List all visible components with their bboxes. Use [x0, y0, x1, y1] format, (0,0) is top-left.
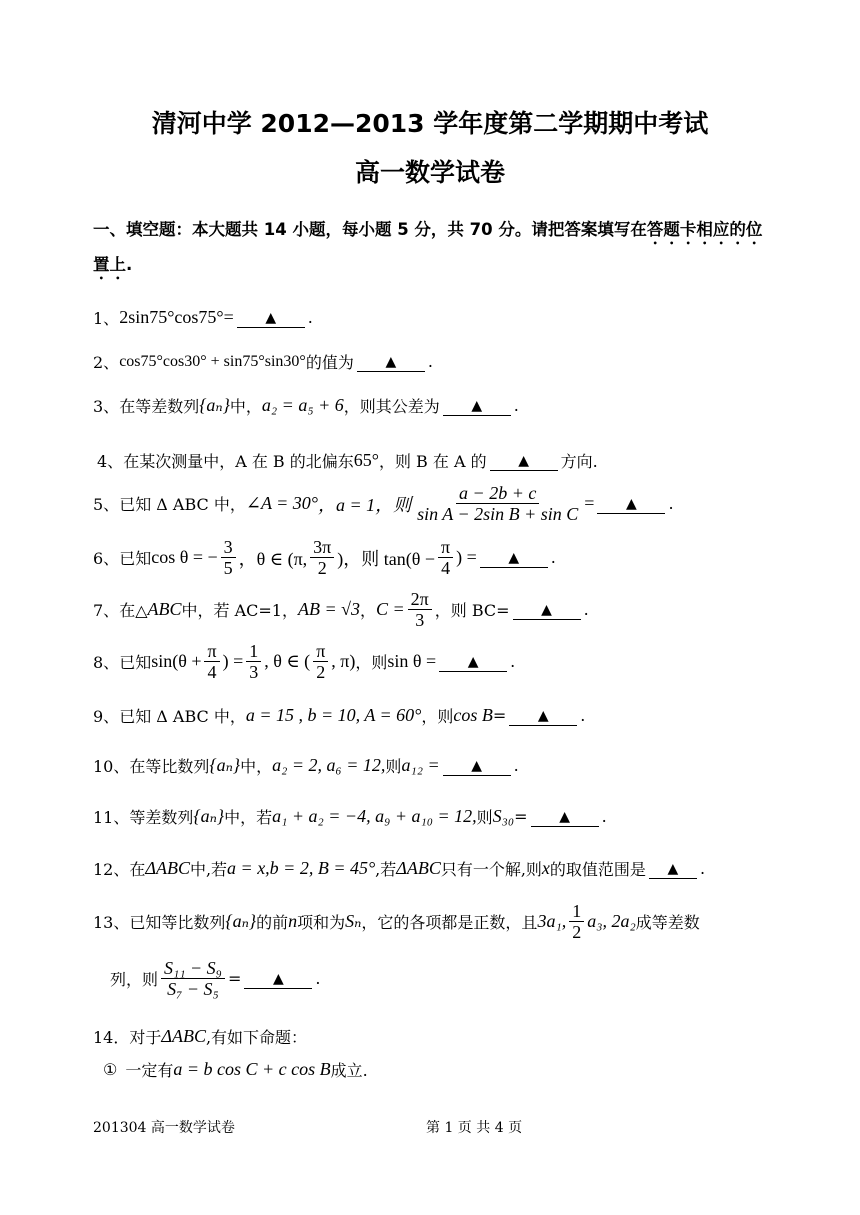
fraction-denominator: 3	[249, 662, 259, 682]
answer-mark: ▲	[518, 453, 530, 469]
question-9	[93, 704, 585, 727]
punctuation: .	[699, 859, 706, 878]
answer-blank	[244, 968, 312, 989]
fraction	[408, 589, 432, 630]
footer-left: 201304 高一数学试卷	[93, 1120, 235, 1136]
question-text: 在某次测量中，A 在 B 的北偏东	[123, 452, 354, 471]
answer-mark: ▲	[471, 758, 482, 774]
answer-mark: ▲	[667, 861, 679, 877]
question-text: ，则 B 在 A 的	[378, 452, 487, 471]
fraction-numerator: 3	[221, 537, 236, 558]
question-number: 2、	[93, 353, 120, 372]
answer-blank	[513, 599, 581, 620]
answer-blank	[649, 858, 697, 879]
math-expression: n	[288, 911, 298, 931]
question-text: 已知等比数列	[129, 913, 226, 932]
math-expression: sin(θ +	[151, 651, 202, 671]
fraction-numerator: 1	[569, 901, 584, 922]
fraction-numerator: π	[204, 641, 219, 662]
exam-subtitle: 高一数学试卷	[354, 158, 505, 187]
question-text: 只有一个解,则	[440, 860, 542, 879]
punctuation: .	[601, 807, 607, 826]
fraction	[313, 641, 328, 682]
fraction-denominator: 4	[207, 662, 217, 682]
question-14-item-1	[103, 1058, 368, 1081]
question-12	[93, 857, 705, 880]
punctuation: .	[550, 548, 556, 567]
question-text: ,若	[375, 860, 397, 879]
question-text: ,有如下命题：	[205, 1028, 308, 1047]
question-text: 已知 Δ ABC 中，	[119, 495, 246, 514]
answer-blank	[443, 755, 511, 776]
question-7	[93, 589, 589, 630]
math-expression: cos B	[453, 705, 493, 725]
fraction-denominator: 3	[415, 610, 425, 630]
question-number: 10、	[93, 757, 130, 776]
punctuation: .	[315, 969, 321, 988]
question-number: 12、	[93, 860, 130, 879]
sequence-expression: {aₙ}	[199, 395, 230, 415]
fraction-numerator: 1	[246, 641, 261, 662]
question-text: 的值为	[305, 353, 354, 372]
question-text: 列，则	[110, 970, 159, 989]
question-text: =	[227, 969, 242, 988]
question-text: 在△	[119, 601, 148, 620]
fraction-numerator: π	[438, 537, 453, 558]
question-5	[93, 483, 674, 524]
answer-blank	[439, 651, 507, 672]
question-10	[93, 754, 519, 777]
question-text: 在	[129, 860, 146, 879]
fraction-numerator: 2π	[408, 589, 432, 610]
punctuation: .	[307, 308, 313, 327]
fraction	[569, 901, 584, 942]
math-expression: )，则 tan(θ −	[337, 548, 436, 569]
question-number: 6、	[93, 549, 120, 568]
question-number: 8、	[93, 653, 120, 672]
question-number: 5、	[93, 495, 120, 514]
question-number: 7、	[93, 601, 120, 620]
fraction	[414, 483, 581, 524]
math-expression: Sₙ	[345, 911, 362, 931]
question-text: 对于	[129, 1028, 162, 1047]
question-text: 已知 Δ ABC 中，	[119, 707, 246, 726]
fraction-denominator: 2	[317, 558, 327, 578]
question-text: ，则其公差为	[343, 397, 440, 416]
question-number: 9、	[93, 707, 120, 726]
question-2	[93, 350, 433, 373]
punctuation: .	[510, 652, 516, 671]
answer-mark: ▲	[626, 496, 637, 512]
math-expression: ABC	[147, 599, 182, 619]
question-number: 11、	[93, 808, 130, 827]
question-text: 成等差数	[635, 913, 700, 932]
answer-mark: ▲	[541, 602, 552, 618]
question-number: 14．	[93, 1028, 130, 1047]
math-expression: 3a₁,	[537, 911, 567, 931]
math-expression: ) =	[222, 651, 244, 671]
math-expression: 2sin75°cos75°=	[119, 307, 234, 327]
question-text: 成立.	[330, 1061, 368, 1080]
fraction-denominator: 2	[316, 662, 326, 682]
sequence-expression: {aₙ}	[193, 806, 225, 826]
answer-mark: ▲	[471, 398, 483, 414]
question-text: 中,若	[189, 860, 228, 879]
exam-title: 清河中学 2012—2013 学年度第二学期期中考试	[151, 109, 709, 138]
fraction	[246, 641, 261, 682]
math-expression: ∠A = 30°	[245, 493, 318, 513]
math-expression: C =	[376, 599, 405, 619]
question-text: 一定有	[125, 1061, 174, 1080]
math-expression: S₃₀	[492, 806, 515, 826]
question-text: 中，	[229, 397, 262, 416]
fraction-numerator: π	[313, 641, 328, 662]
fraction-numerator: a − 2b + c	[456, 483, 539, 504]
math-expression: a₃, 2a₂	[587, 911, 636, 931]
answer-blank	[357, 351, 425, 372]
question-number: 4、	[97, 452, 124, 471]
sequence-expression: {aₙ}	[225, 911, 257, 931]
math-expression: 65°	[353, 450, 379, 470]
emphasized-text: 答题卡相应的位置上	[93, 220, 763, 274]
question-text: 中，若	[224, 808, 273, 827]
math-expression: ΔABC	[145, 858, 190, 878]
answer-blank	[480, 547, 548, 568]
section-text: 一、填空题：本大题共 14 小题，每小题 5 分，共 70 分。请把答案填写在	[93, 220, 647, 239]
footer-page-number: 第 1 页 共 4 页	[426, 1120, 523, 1136]
answer-mark: ▲	[272, 971, 284, 987]
answer-mark: ▲	[508, 550, 520, 566]
fraction	[204, 641, 219, 682]
question-13-continued	[110, 958, 320, 999]
answer-blank	[490, 450, 558, 471]
math-expression: ) =	[456, 547, 477, 567]
math-expression: ，a = 1，则	[317, 494, 412, 515]
math-expression: , θ ∈ (	[264, 651, 311, 671]
question-text: 方向.	[560, 452, 598, 471]
question-text: 在等比数列	[129, 757, 210, 776]
answer-blank	[509, 705, 577, 726]
answer-mark: ▲	[265, 310, 277, 326]
question-text: ，它的各项都是正数，且	[361, 913, 538, 932]
question-text: 在等差数列	[119, 397, 200, 416]
question-14	[93, 1025, 307, 1048]
fraction-numerator: 3π	[310, 537, 334, 558]
question-text: 中，若 AC=1，	[181, 601, 298, 620]
question-8	[93, 641, 515, 682]
question-text: 则	[476, 808, 493, 827]
math-expression: a₁₂ =	[401, 755, 440, 775]
question-number: 13、	[93, 913, 130, 932]
question-text: ，则	[355, 653, 388, 672]
question-text: 已知	[119, 653, 152, 672]
question-text: ，则 BC=	[434, 601, 510, 620]
fraction	[221, 537, 236, 578]
answer-mark: ▲	[385, 354, 397, 370]
fraction-numerator: S₁₁ − S₉	[161, 958, 225, 979]
question-text: ，	[360, 601, 377, 620]
question-1	[93, 306, 313, 329]
answer-mark: ▲	[467, 654, 479, 670]
punctuation: .	[668, 494, 674, 513]
fraction-denominator: 2	[572, 922, 582, 942]
answer-blank	[597, 493, 665, 514]
question-4	[97, 449, 598, 472]
math-expression: AB = √3	[297, 599, 360, 619]
question-text: =	[492, 706, 507, 725]
item-marker: ①	[103, 1060, 118, 1079]
fraction	[310, 537, 334, 578]
question-text: 项和为	[297, 913, 346, 932]
math-expression: a = b cos C + c cos B	[173, 1059, 331, 1079]
fraction-denominator: sin A − 2sin B + sin C	[417, 504, 579, 524]
math-expression: ，θ ∈ (π,	[238, 548, 308, 569]
question-text: 等差数列	[129, 808, 194, 827]
fraction	[161, 958, 225, 999]
math-expression: x	[541, 858, 550, 878]
punctuation: .	[580, 706, 586, 725]
punctuation: .	[427, 352, 433, 371]
punctuation: .	[583, 600, 589, 619]
question-number: 1、	[93, 309, 120, 328]
section-end: .	[126, 255, 133, 274]
fraction-denominator: 5	[223, 558, 233, 578]
question-text: ，则	[421, 707, 454, 726]
question-11	[93, 805, 607, 828]
math-expression: a = 15 , b = 10, A = 60°	[245, 705, 422, 725]
math-expression: =	[584, 493, 595, 513]
fraction-denominator: S₇ − S₅	[167, 979, 219, 999]
punctuation: .	[513, 756, 519, 775]
fraction	[438, 537, 453, 578]
fraction-denominator: 4	[441, 558, 451, 578]
question-6	[93, 537, 556, 578]
answer-blank	[443, 395, 511, 416]
math-expression: a₁ + a₂ = −4, a₉ + a₁₀ = 12,	[272, 806, 477, 826]
math-expression: , π)	[331, 651, 356, 671]
math-expression: ΔABC	[161, 1026, 206, 1046]
math-expression: a₂ = a₅ + 6	[261, 395, 344, 415]
question-text: 则	[385, 757, 402, 776]
question-text: 的取值范围是	[549, 860, 646, 879]
question-3	[93, 394, 519, 417]
answer-blank	[531, 806, 599, 827]
math-expression: a = x,b = 2, B = 45°	[227, 858, 376, 878]
question-number: 3、	[93, 397, 120, 416]
question-13	[93, 901, 700, 942]
math-expression: ΔABC	[396, 858, 441, 878]
math-expression: cos75°cos30° + sin75°sin30°	[119, 352, 306, 370]
question-text: 已知	[119, 549, 152, 568]
sequence-expression: {aₙ}	[209, 755, 241, 775]
answer-blank	[237, 307, 305, 328]
section-instruction	[93, 213, 771, 283]
punctuation: .	[513, 396, 519, 415]
math-expression: sin θ =	[387, 651, 437, 671]
math-expression: cos θ = −	[151, 547, 218, 567]
math-expression: a₂ = 2, a₆ = 12,	[272, 755, 386, 775]
question-text: 的前	[256, 913, 289, 932]
answer-mark: ▲	[559, 809, 570, 825]
answer-mark: ▲	[537, 708, 549, 724]
question-text: =	[514, 807, 528, 826]
question-text: 中，	[240, 757, 273, 776]
